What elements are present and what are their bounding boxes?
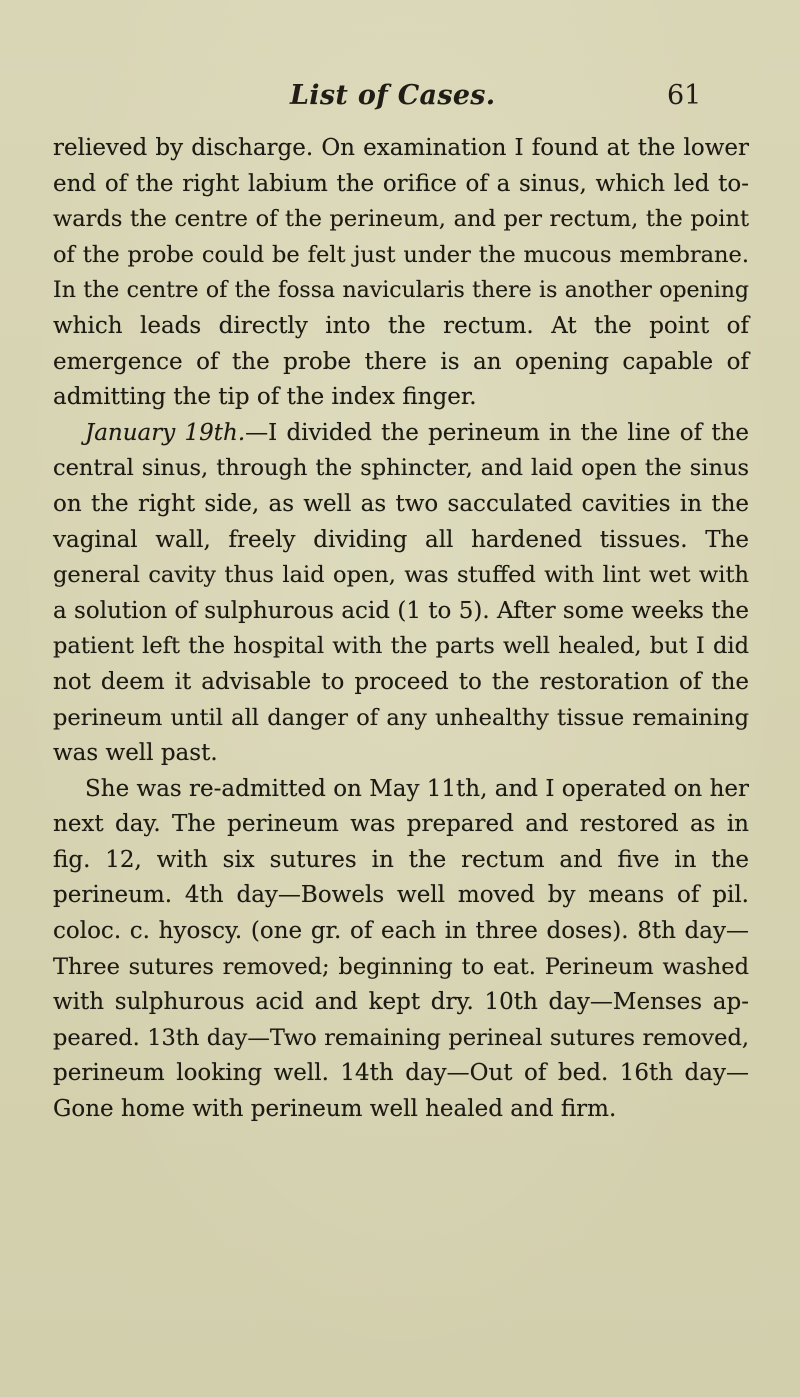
- text-line: Three sutures removed; beginning to eat. Perineum washed: [53, 953, 749, 980]
- text-line: She was re-admitted on May 11th, and I operated on her: [85, 775, 749, 802]
- text-line: admitting the tip of the index finger.: [53, 384, 477, 411]
- text-line: central sinus, through the sphincter, and laid open the sinus: [53, 455, 749, 482]
- text-line: coloc. c. hyoscy. (one gr. of each in three doses). 8th day—: [53, 918, 749, 945]
- entry-date: January 19th.: [85, 419, 246, 446]
- text-line: wards the centre of the perineum, and per rectum, the point: [53, 206, 749, 233]
- running-head: [0, 80, 800, 120]
- text-line: relieved by discharge. On examination I found at the lower: [53, 135, 749, 161]
- text-line: perineum looking well. 14th day—Out of bed. 16th day—: [53, 1060, 749, 1087]
- text-line: emergence of the probe there is an opening capable of: [53, 348, 749, 375]
- text-line: fig. 12, with six sutures in the rectum and five in the: [53, 846, 749, 873]
- running-head-title: List of Cases.: [290, 80, 496, 111]
- text-line: of the probe could be felt just under the mucous membrane.: [53, 241, 749, 268]
- text-line: was well past.: [53, 740, 218, 767]
- page-number: 61: [667, 80, 702, 111]
- text-line: general cavity thus laid open, was stuffed with lint wet with: [53, 562, 749, 589]
- text-line: perineum until all danger of any unhealthy tissue remaining: [53, 704, 749, 731]
- text-line: a solution of sulphurous acid (1 to 5). After some weeks the: [53, 597, 749, 624]
- text-line: which leads directly into the rectum. At the point of: [53, 312, 749, 339]
- text-line: vaginal wall, freely dividing all hardened tissues. The: [53, 526, 749, 553]
- text-line: perineum. 4th day—Bowels well moved by means of pil.: [53, 882, 749, 909]
- body-text: [53, 131, 749, 1128]
- text-line: with sulphurous acid and kept dry. 10th day—Menses ap-: [53, 989, 749, 1016]
- text-line: In the centre of the fossa navicularis there is another opening: [53, 278, 749, 304]
- text-line: on the right side, as well as two sacculated cavities in the: [53, 490, 749, 517]
- dated-entry-text: —I divided the perineum in the line of the: [245, 419, 749, 446]
- text-line-dated: [53, 416, 749, 452]
- text-line: peared. 13th day—Two remaining perineal sutures removed,: [53, 1024, 749, 1051]
- text-line: end of the right labium the orifice of a sinus, which led to-: [53, 170, 749, 197]
- text-line: patient left the hospital with the parts well healed, but I did: [53, 633, 749, 660]
- text-line: Gone home with perineum well healed and firm.: [53, 1096, 617, 1123]
- text-line: next day. The perineum was prepared and restored as in: [53, 811, 749, 838]
- text-line: not deem it advisable to proceed to the restoration of the: [53, 668, 749, 695]
